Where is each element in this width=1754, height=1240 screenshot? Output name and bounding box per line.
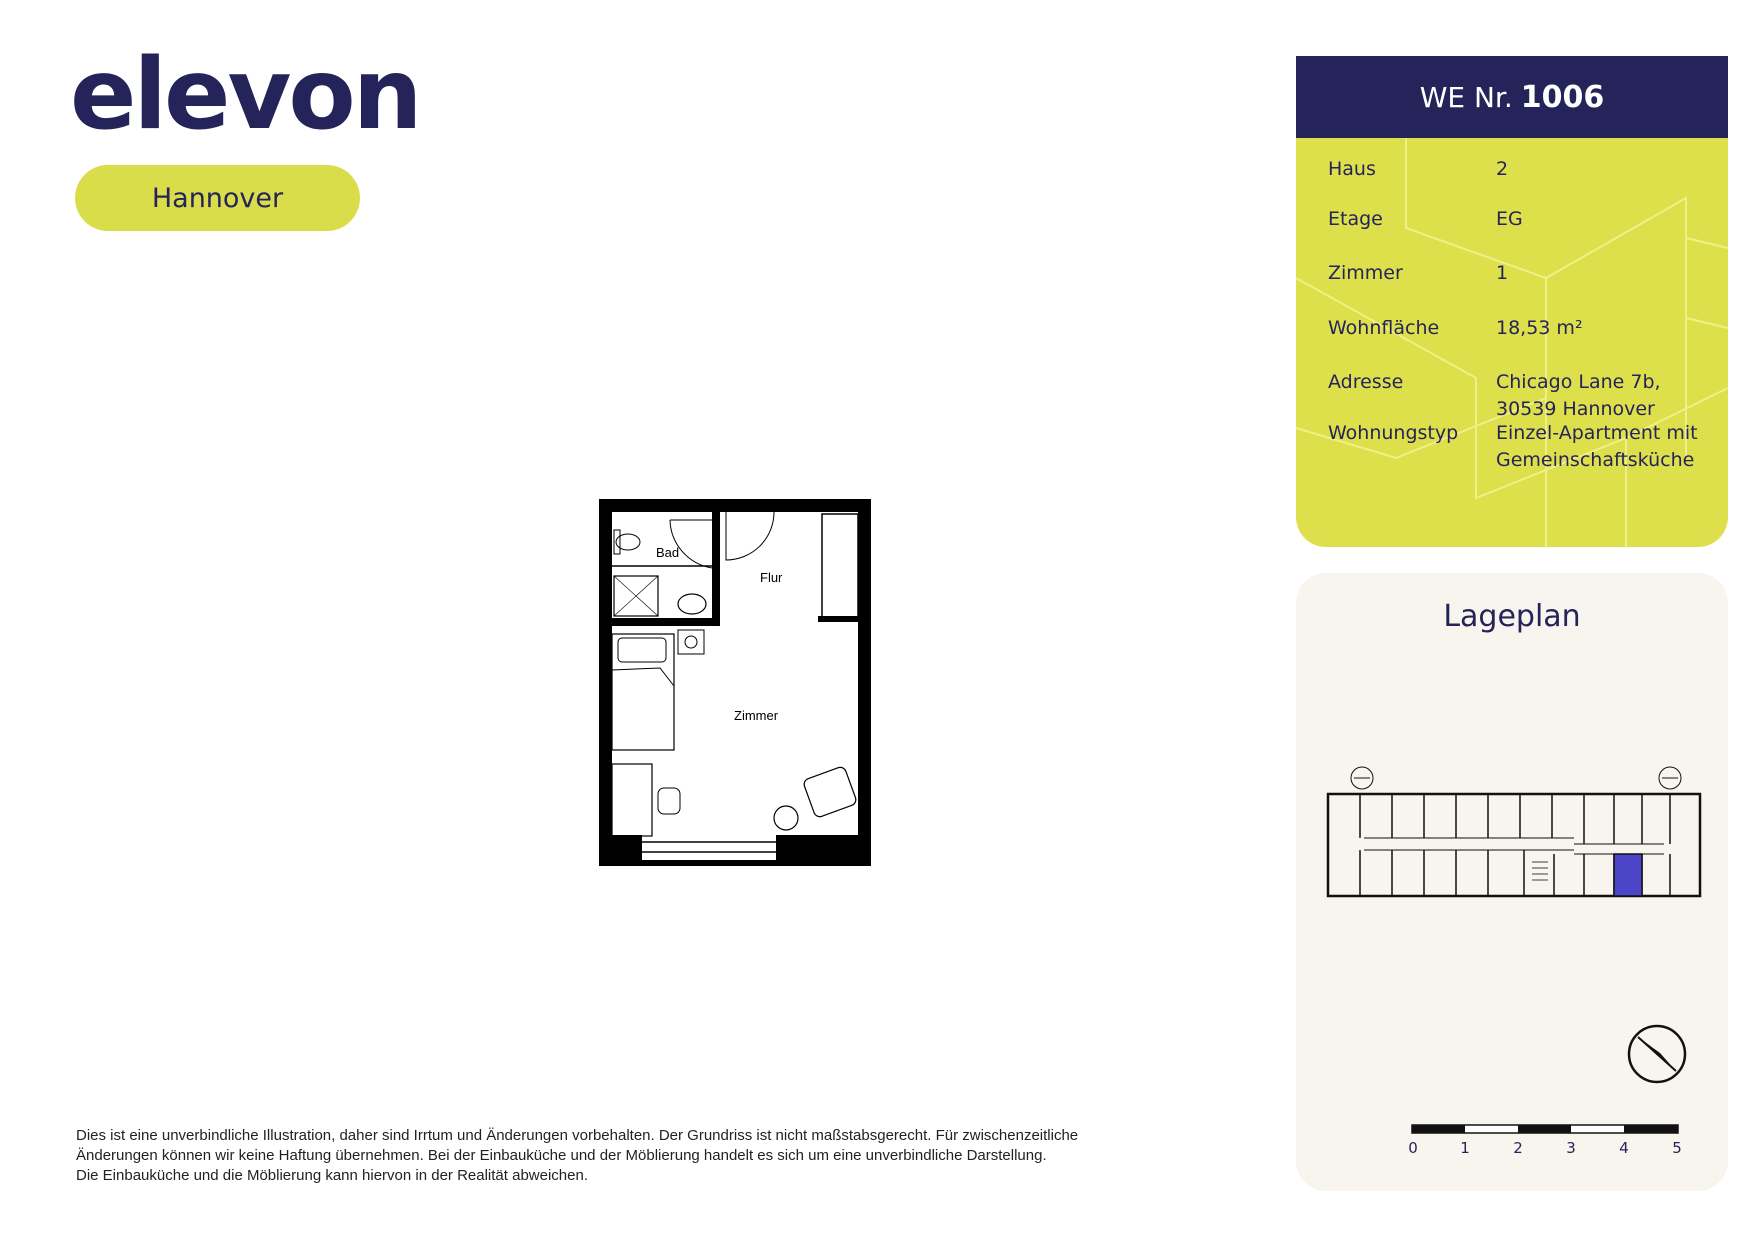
detail-key: Etage: [1328, 208, 1383, 230]
detail-key: Haus: [1328, 158, 1376, 180]
detail-value: 18,53 m²: [1496, 317, 1583, 339]
room-label-zimmer: Zimmer: [734, 708, 779, 723]
scale-bar: [1410, 1123, 1690, 1163]
unit-info-card: [1296, 56, 1728, 547]
city-label: Hannover: [151, 182, 284, 214]
disclaimer-line: Dies ist eine unverbindliche Illustration, daher sind Irrtum und Änderungen vorbehalten. Der Grundriss ist nicht maßstabsgerecht. Für zwischenzeitliche: [76, 1127, 1079, 1144]
scale-label: 5: [1672, 1139, 1682, 1157]
room-label-bad: Bad: [656, 545, 680, 560]
scale-label: 3: [1566, 1139, 1576, 1157]
detail-key: Wohnfläche: [1328, 317, 1440, 339]
disclaimer-line: Änderungen können wir keine Haftung übernehmen. Bei der Einbauküche und der Möblierung handelt es sich um eine unverbindliche Darstellung.: [76, 1147, 1047, 1164]
scale-label: 0: [1408, 1139, 1418, 1157]
type-line-2: Gemeinschaftsküche: [1496, 449, 1695, 471]
disclaimer: [76, 1126, 1166, 1186]
floor-plan: [600, 500, 870, 865]
unit-number: 1006: [1520, 79, 1605, 115]
scale-label: 1: [1460, 1139, 1470, 1157]
brand-logo: elevon: [70, 38, 420, 152]
scale-label: 2: [1513, 1139, 1523, 1157]
highlighted-unit: [1614, 854, 1642, 896]
detail-value: [1496, 369, 1726, 423]
detail-value: [1496, 420, 1726, 474]
site-plan-title: Lageplan: [1443, 599, 1581, 634]
unit-number-label: WE Nr.: [1419, 80, 1513, 114]
detail-value: 1: [1496, 262, 1509, 284]
unit-number-header: [1296, 56, 1728, 138]
scale-label: 4: [1619, 1139, 1629, 1157]
type-line-1: Einzel-Apartment mit: [1496, 422, 1698, 444]
detail-key: Wohnungstyp: [1328, 422, 1459, 444]
site-plan-card: [1296, 573, 1728, 1191]
detail-value: 2: [1496, 158, 1509, 180]
site-plan: [1324, 758, 1704, 908]
north-arrow-icon: [1626, 1023, 1688, 1085]
detail-key: Adresse: [1328, 371, 1404, 393]
address-line-1: Chicago Lane 7b,: [1496, 371, 1661, 393]
detail-key: Zimmer: [1328, 262, 1403, 284]
city-badge: [75, 165, 360, 231]
detail-value: EG: [1496, 208, 1523, 230]
address-line-2: 30539 Hannover: [1496, 398, 1655, 420]
disclaimer-line: Die Einbauküche und die Möblierung kann hiervon in der Realität abweichen.: [76, 1167, 588, 1184]
decorative-pattern: [1296, 138, 1728, 547]
room-label-flur: Flur: [760, 570, 783, 585]
